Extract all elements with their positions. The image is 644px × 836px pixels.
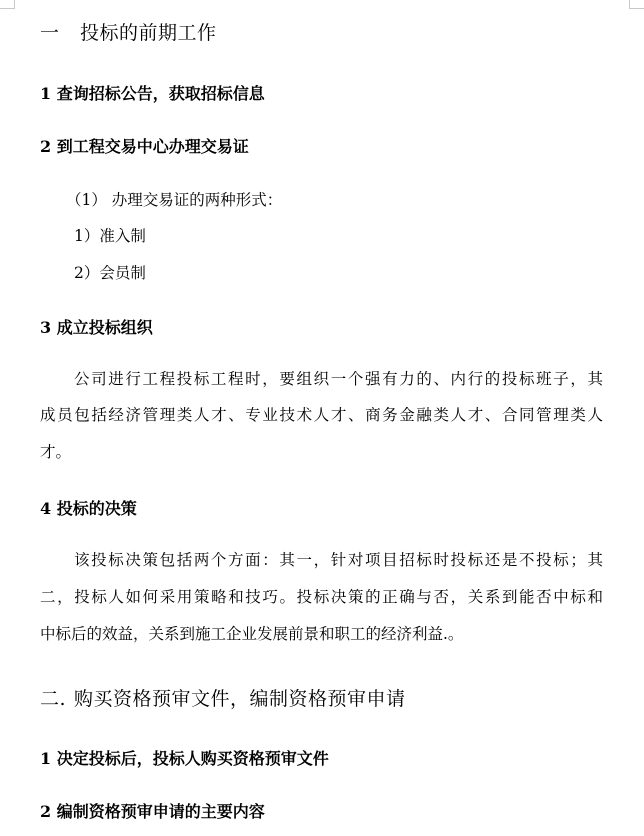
section-title: 购买资格预审文件，编制资格预审申请 <box>74 688 406 710</box>
subheading-1-1: 1 查询招标公告，获取招标信息 <box>40 84 265 103</box>
paragraph-line: 该投标决策包括两个方面：其一，针对项目招标时投标还是不投标；其 <box>74 551 603 569</box>
paragraph-line: 才。 <box>40 443 72 461</box>
page-corner-mark-left <box>0 0 15 9</box>
section-number: 二. <box>40 688 67 710</box>
subheading-2-2: 2 编制资格预审申请的主要内容 <box>40 802 265 821</box>
section-heading-1 <box>40 18 217 45</box>
paragraph-line: 成员包括经济管理类人才、专业技术人才、商务金融类人才、合同管理类人 <box>40 406 603 424</box>
subheading-1-4: 4 投标的决策 <box>40 499 137 518</box>
subheading-2-1: 1 决定投标后，投标人购买资格预审文件 <box>40 749 329 768</box>
section-number: 一 <box>40 22 60 44</box>
list-item: 2）会员制 <box>74 264 146 282</box>
page-corner-mark-right <box>629 0 644 9</box>
list-header: （1） 办理交易证的两种形式： <box>66 191 283 209</box>
subheading-1-3: 3 成立投标组织 <box>40 318 153 337</box>
section-title: 投标的前期工作 <box>80 22 217 44</box>
paragraph-line: 公司进行工程投标工程时，要组织一个强有力的、内行的投标班子，其 <box>74 370 603 388</box>
subheading-1-2: 2 到工程交易中心办理交易证 <box>40 137 249 156</box>
paragraph-line: 二，投标人如何采用策略和技巧。投标决策的正确与否，关系到能否中标和 <box>40 588 603 606</box>
section-heading-2 <box>40 684 406 711</box>
list-item: 1）准入制 <box>74 227 146 245</box>
paragraph-line: 中标后的效益，关系到施工企业发展前景和职工的经济利益.。 <box>40 625 464 643</box>
